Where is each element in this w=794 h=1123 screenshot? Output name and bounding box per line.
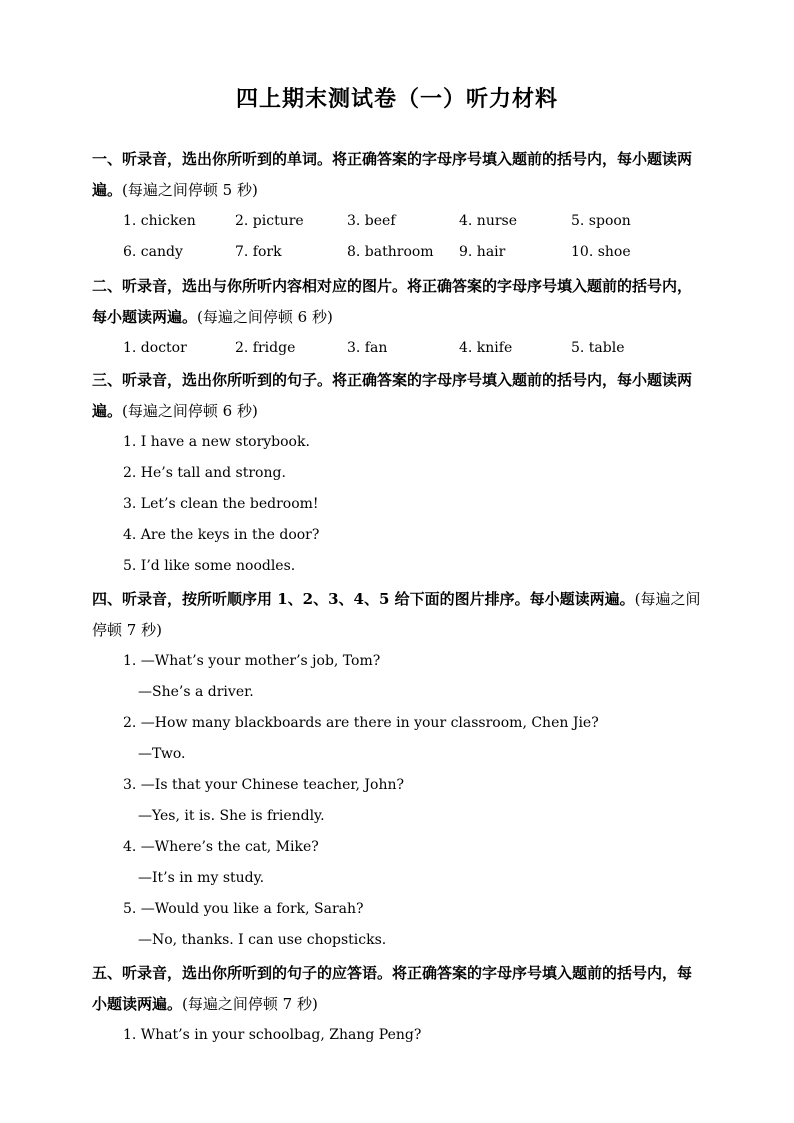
pause-note: (每遍之间停顿 6 秒) (197, 308, 333, 326)
sentence-item: 5. I’d like some noodles. (123, 558, 296, 574)
section-heading: 一、听录音，选出你所听到的单词。将正确答案的字母序号填入题前的括号内，每小题读两遍。(每遍之间停顿 5 秒) (92, 150, 693, 199)
section-3 (92, 365, 704, 582)
word-row (92, 237, 704, 268)
dialogue-question: 4. —Where’s the cat, Mike? (123, 839, 319, 855)
dialogue-question: 1. —What’s your mother’s job, Tom? (123, 653, 381, 669)
page-title: 四上期末测试卷（一）听力材料 (235, 86, 558, 112)
dialogue-question: 3. —Is that your Chinese teacher, John? (123, 777, 404, 793)
word-item: 3. beef (347, 213, 396, 229)
word-item: 4. knife (459, 340, 513, 356)
pause-note: (每遍之间停顿 5 秒) (122, 181, 258, 199)
dialogue-answer: —She’s a driver. (138, 684, 254, 700)
word-item: 2. picture (235, 213, 304, 229)
word-item: 5. table (571, 340, 625, 356)
sentence-item: 1. What’s in your schoolbag, Zhang Peng? (123, 1027, 422, 1043)
word-item: 1. chicken (123, 213, 196, 229)
section-heading: 三、听录音，选出你所听到的句子。将正确答案的字母序号填入题前的括号内，每小题读两遍。(每遍之间停顿 6 秒) (92, 371, 693, 420)
pause-note: (每遍之间停顿 7 秒) (182, 995, 318, 1013)
sentence-item: 3. Let’s clean the bedroom! (123, 496, 319, 512)
section-heading: 五、听录音，选出你所听到的句子的应答语。将正确答案的字母序号填入题前的括号内，每小题读两遍。(每遍之间停顿 7 秒) (92, 964, 693, 1013)
word-item: 1. doctor (123, 340, 187, 356)
word-item: 4. nurse (459, 213, 518, 229)
word-item: 7. fork (235, 244, 282, 260)
dialogue-answer: —No, thanks. I can use chopsticks. (138, 932, 387, 948)
dialogue-question: 2. —How many blackboards are there in your classroom, Chen Jie? (123, 715, 599, 731)
word-item: 2. fridge (235, 340, 296, 356)
word-item: 6. candy (123, 244, 183, 260)
pause-note: (每遍之间停顿 7 秒) (92, 590, 701, 639)
section-heading: 二、听录音，选出与你所听内容相对应的图片。将正确答案的字母序号填入题前的括号内，每小题读两遍。(每遍之间停顿 6 秒) (92, 277, 693, 326)
word-item: 10. shoe (571, 244, 631, 260)
dialogue-answer: —It’s in my study. (138, 870, 265, 886)
sentence-item: 4. Are the keys in the door? (123, 527, 320, 543)
dialogue-answer: —Two. (138, 746, 186, 762)
section-heading: 四、听录音，按所听顺序用 1、2、3、4、5 给下面的图片排序。每小题读两遍。(每遍之间停顿 7 秒) (92, 590, 701, 639)
dialogue-question: 5. —Would you like a fork, Sarah? (123, 901, 364, 917)
word-item: 9. hair (459, 244, 506, 260)
word-row (92, 333, 704, 364)
section-4 (92, 584, 704, 956)
section-5 (92, 958, 704, 1051)
section-1 (92, 144, 704, 268)
word-item: 3. fan (347, 340, 388, 356)
word-item: 5. spoon (571, 213, 631, 229)
sentence-item: 2. He’s tall and strong. (123, 465, 286, 481)
word-row (92, 206, 704, 237)
pause-note: (每遍之间停顿 6 秒) (122, 402, 258, 420)
dialogue-answer: —Yes, it is. She is friendly. (138, 808, 325, 824)
sentence-item: 1. I have a new storybook. (123, 434, 310, 450)
section-2 (92, 271, 704, 364)
word-item: 8. bathroom (347, 244, 434, 260)
